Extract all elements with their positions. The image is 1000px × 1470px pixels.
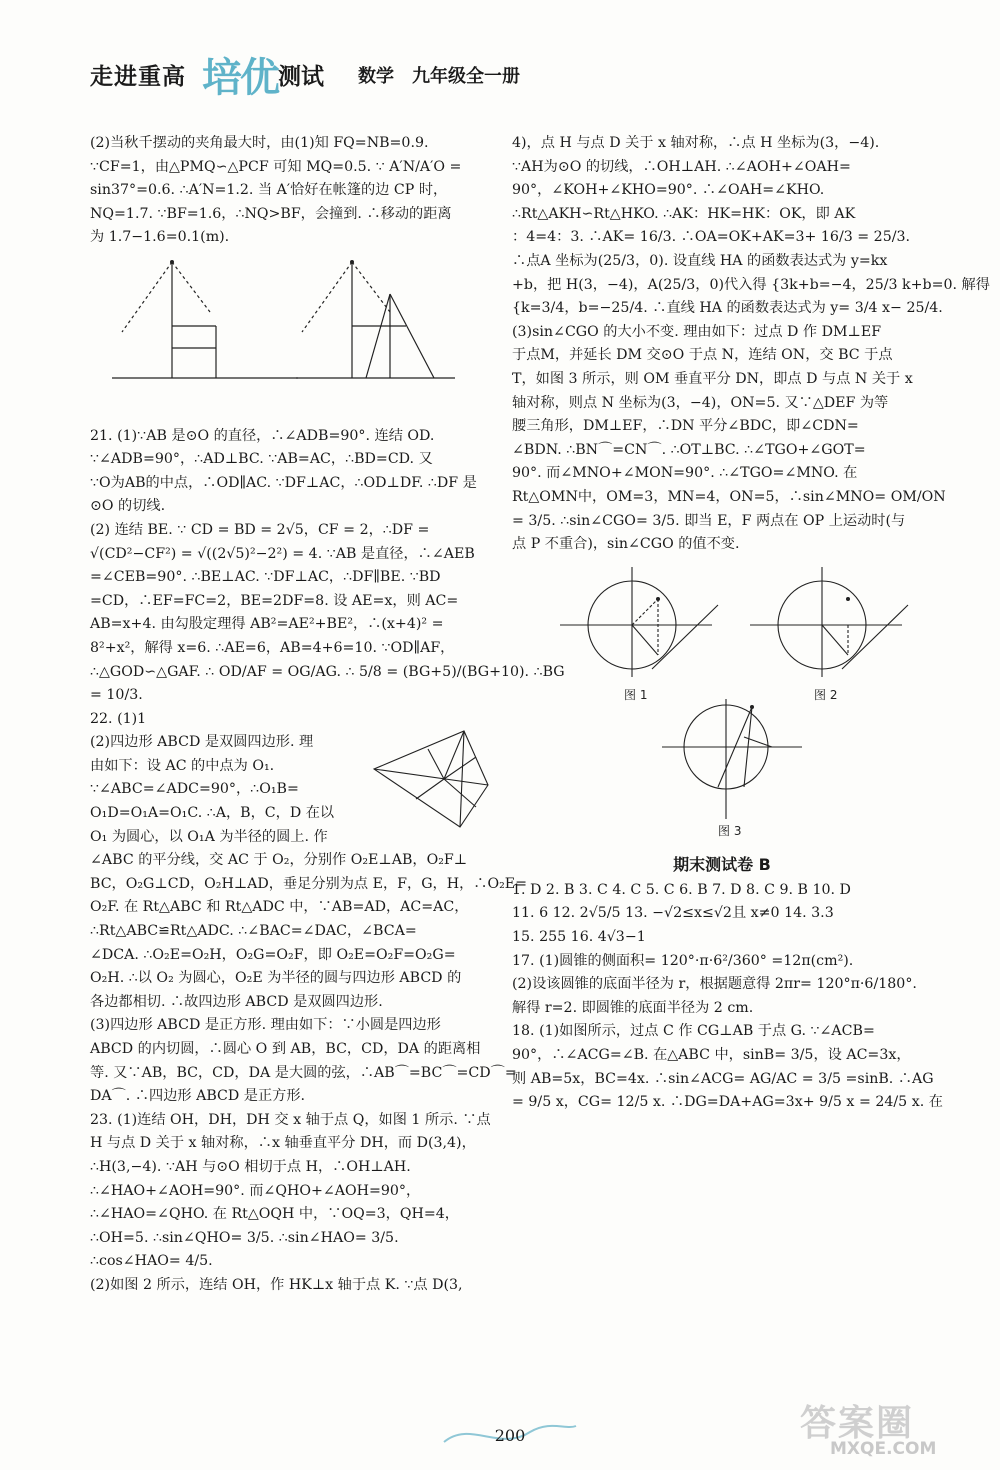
brand-title: 走进重高	[90, 64, 186, 90]
fig2-label: 图 2	[814, 687, 838, 702]
text-line: 等. 又∵AB，BC，CD，DA 是大圆的弦，∴AB⌒=BC⌒=CD⌒=	[90, 1064, 517, 1081]
text-line: ∠BDN. ∴BN⌒=CN⌒. ∴OT⊥BC. ∴∠TGO+∠GOT=	[512, 441, 866, 458]
text-line: ∵AH为⊙O 的切线，∴OH⊥AH. ∴∠AOH+∠OAH=	[512, 158, 851, 175]
brand-peiyou-logo: 培优	[202, 55, 278, 101]
text-line: BC，O₂G⊥CD，O₂H⊥AD，垂足分别为点 E，F，G，H，∴O₂E=	[90, 875, 528, 892]
text-line: 各边都相切. ∴故四边形 ABCD 是双圆四边形.	[90, 993, 383, 1010]
watermark-bottom: MXQE.COM	[830, 1439, 937, 1459]
text-line: AB=x+4. 由勾股定理得 AB²=AE²+BE²，∴(x+4)² =	[90, 616, 444, 633]
text-line: (3)sin∠CGO 的大小不变. 理由如下：过点 D 作 DM⊥EF	[512, 323, 882, 340]
text-line: 8²+x²，解得 x=6. ∴AE=6，AB=4+6=10. ∵OD∥AF，	[90, 639, 455, 656]
text-line: = 10/3.	[90, 687, 143, 704]
text-line: = 3/5. ∴sin∠CGO= 3/5. 即当 E，F 两点在 OP 上运动时(与	[512, 512, 906, 529]
text-line: +b，把 H(3，−4)，A(25/3，0)代入得 {3k+b=−4，25/3 k+b=0. 解得	[512, 276, 990, 293]
text-line: ∵O为AB的中点，∴OD∥AC. ∵DF⊥AC，∴OD⊥DF. ∴DF 是	[90, 474, 477, 491]
left-column	[90, 132, 565, 1298]
text-line: {k=3/4，b=−25/4. ∴直线 HA 的函数表达式为 y= 3/4 x− 25/4.	[512, 300, 943, 317]
text-line: ∴△GOD∽△GAF. ∴ OD/AF = OG/AG. ∴ 5/8 = (BG+5)/(BG+10). ∴BG	[90, 663, 565, 680]
subject-label: 数学	[358, 66, 394, 87]
text-line: (2)设该圆锥的底面半径为 r，根据题意得 2πr= 120°π·6/180°.	[512, 976, 917, 993]
text-line: 90°，∴∠ACG=∠B. 在△ABC 中，sinB= 3/5，设 AC=3x，	[512, 1047, 911, 1064]
text-line: ：4=4：3. ∴AK= 16/3. ∴OA=OK+AK=3+ 16/3 = 25/3.	[512, 229, 911, 246]
text-line: 于点M，并延长 DM 交⊙O 于点 N，连结 ON，交 BC 于点	[512, 347, 893, 364]
text-line: ∴∠HAO+∠AOH=90°. 而∠QHO+∠AOH=90°，	[90, 1182, 421, 1199]
fig1-label: 图 1	[624, 687, 648, 702]
text-line: ABCD 的内切圆，∴圆心 O 到 AB，BC，CD，DA 的距离相	[90, 1041, 481, 1057]
text-line: 90°，∠KOH+∠KHO=90°. ∴∠OAH=∠KHO.	[512, 182, 825, 199]
circle-diagrams	[512, 559, 932, 839]
text-line: ⊙O 的切线.	[90, 498, 166, 515]
text-line: 为 1.7−1.6=0.1(m).	[90, 229, 230, 246]
text-line: 轴对称，则点 N 坐标为(3，−4)，ON=5. 又∵△DEF 为等	[512, 394, 889, 411]
text-line: T，如图 3 所示，则 OM 垂直平分 DN，即点 D 与点 N 关于 x	[512, 370, 913, 387]
swing-diagram	[90, 252, 490, 412]
text-line: H 与点 D 关于 x 轴对称，∴x 轴垂直平分 DH，而 D(3,4)，	[90, 1135, 476, 1152]
brand-ceshi: 测试	[278, 64, 324, 90]
page-header	[90, 52, 950, 102]
text-line: 则 AB=5x，BC=4x. ∴sin∠ACG= AG/AC = 3/5 =sinB. ∴AG	[512, 1070, 934, 1087]
text-line: ∴点A 坐标为(25/3，0). 设直线 HA 的函数表达式为 y=kx	[512, 252, 888, 269]
text-line: (2) 连结 BE. ∵ CD = BD = 2√5，CF = 2，∴DF =	[90, 521, 430, 538]
text-line: =CD，∴EF=FC=2，BE=2DF=8. 设 AE=x，则 AC=	[90, 592, 459, 609]
text-line: ∠ABC 的平分线，交 AC 于 O₂，分别作 O₂E⊥AB，O₂F⊥	[90, 852, 468, 869]
watermark	[800, 1395, 990, 1465]
text-line: 11. 6 12. 2√5/5 13. −√2≤x≤√2且 x≠0 14. 3.3	[512, 905, 834, 922]
text-line: DA⌒. ∴四边形 ABCD 是正方形.	[90, 1088, 306, 1105]
section-title: 期末测试卷 B	[673, 855, 771, 875]
text-line: 解得 r=2. 即圆锥的底面半径为 2 cm.	[512, 999, 754, 1016]
text-line: (3)四边形 ABCD 是正方形. 理由如下：∵小圆是四边形	[90, 1017, 441, 1034]
text-line: ∠DCA. ∴O₂E=O₂H，O₂G=O₂F，即 O₂E=O₂F=O₂G=	[90, 946, 456, 963]
text-line: 1. D 2. B 3. C 4. C 5. C 6. B 7. D 8. C 9. B 10. D	[512, 881, 851, 898]
text-line: 21. (1)∵AB 是⊙O 的直径，∴∠ADB=90°. 连结 OD.	[90, 427, 435, 444]
text-line: 22. (1)1	[90, 710, 147, 727]
text-line: 15. 255 16. 4√3−1	[512, 929, 646, 946]
swing-figures	[90, 252, 500, 421]
text-line: ∴Rt△AKH∽Rt△HKO. ∴AK：HK=HK：OK，即 AK	[512, 205, 856, 222]
text-line: ∴OH=5. ∴sin∠QHO= 3/5. ∴sin∠HAO= 3/5.	[90, 1229, 399, 1246]
right-column	[512, 132, 990, 1115]
text-line: sin37°=0.6. ∴A′N=1.2. 当 A′恰好在帐篷的边 CP 时，	[90, 182, 448, 199]
page-number: 200	[494, 1426, 526, 1445]
text-line: (2)四边形 ABCD 是双圆四边形. 理	[90, 734, 314, 751]
text-line: ∴Rt△ABC≌Rt△ADC. ∴∠BAC=∠DAC，∠BCA=	[90, 923, 417, 940]
text-line: (2)如图 2 所示，连结 OH，作 HK⊥x 轴于点 K. ∵点 D(3,	[90, 1276, 463, 1293]
text-line: √(CD²−CF²) = √((2√5)²−2²) = 4. ∵AB 是直径，∴∠AEB	[90, 545, 475, 562]
watermark-top: 答案圈	[800, 1403, 915, 1444]
text-line: ∴H(3,−4). ∵AH 与⊙O 相切于点 H，∴OH⊥AH.	[90, 1158, 411, 1175]
text-line: 17. (1)圆锥的侧面积= 120°·π·6²/360° =12π(cm²).	[512, 952, 854, 969]
text-line: Rt△OMN中，OM=3，MN=4，ON=5，∴sin∠MNO= OM/ON	[512, 488, 946, 505]
text-line: 点 P 不重合)，sin∠CGO 的值不变.	[512, 536, 740, 553]
text-line: O₁ 为圆心，以 O₁A 为半径的圆上. 作	[90, 828, 328, 845]
grade-label: 九年级全一册	[412, 66, 520, 87]
text-line: ∵∠ABC=∠ADC=90°，∴O₁B=	[90, 781, 299, 798]
text-line: ∵∠ADB=90°，∴AD⊥BC. ∵AB=AC，∴BD=CD. 又	[90, 451, 433, 468]
fig3-label: 图 3	[718, 823, 742, 838]
text-line: O₂H. ∴以 O₂ 为圆心，O₂E 为半径的圆与四边形 ABCD 的	[90, 970, 462, 987]
text-line: 由如下：设 AC 的中点为 O₁.	[90, 757, 275, 774]
text-line: =∠CEB=90°. ∴BE⊥AC. ∵DF⊥AC，∴DF∥BE. ∵BD	[90, 569, 441, 586]
text-line: ∵CF=1，由△PMQ∽△PCF 可知 MQ=0.5. ∵ A′N/A′O =	[90, 158, 462, 175]
text-line: 18. (1)如图所示，过点 C 作 CG⊥AB 于点 G. ∵∠ACB=	[512, 1023, 875, 1040]
text-line: ∴cos∠HAO= 4/5.	[90, 1253, 213, 1270]
quadrilateral-diagram	[368, 727, 498, 835]
text-line: 4)，点 H 与点 D 关于 x 轴对称，∴点 H 坐标为(3，−4).	[512, 135, 880, 151]
text-line: 23. (1)连结 OH，DH，DH 交 x 轴于点 Q，如图 1 所示. ∵点	[90, 1111, 491, 1128]
text-line: 90°. 而∠MNO+∠MON=90°. ∴∠TGO=∠MNO. 在	[512, 465, 858, 482]
text-line: O₂F. 在 Rt△ABC 和 Rt△ADC 中，∵AB=AD，AC=AC，	[90, 899, 469, 916]
text-line: 腰三角形，DM⊥EF，∴DN 平分∠BDC，即∠CDN=	[512, 418, 859, 435]
circle-figures	[512, 559, 932, 848]
q22-block	[90, 731, 500, 849]
text-line: NQ=1.7. ∵BF=1.6，∴NQ>BF，会撞到. ∴移动的距离	[90, 205, 452, 222]
text-line: (2)当秋千摆动的夹角最大时，由(1)知 FQ=NB=0.9.	[90, 135, 429, 151]
text-line: = 9/5 x，CG= 12/5 x. ∴DG=DA+AG=3x+ 9/5 x = 24/5 x. 在	[512, 1094, 943, 1111]
text-line: O₁D=O₁A=O₁C. ∴A，B，C，D 在以	[90, 805, 335, 822]
text-line: ∴∠HAO=∠QHO. 在 Rt△OQH 中，∵OQ=3，QH=4，	[90, 1206, 459, 1223]
